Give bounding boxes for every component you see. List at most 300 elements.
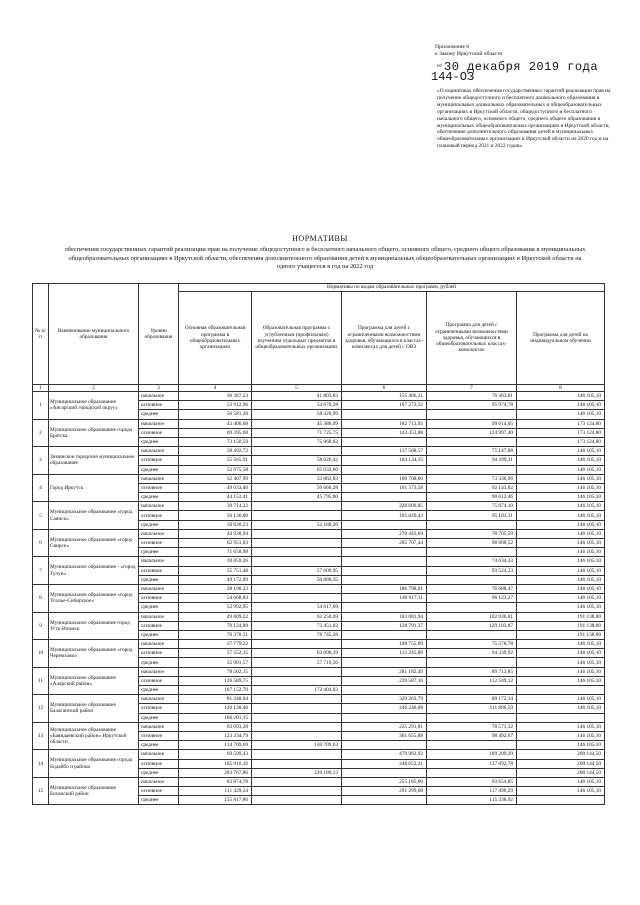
individual-value: 191 138,00 (517, 621, 605, 630)
table-row (33, 640, 605, 649)
advanced-program-value: 73 451,02 (252, 621, 342, 630)
ovz-general-value (427, 658, 517, 667)
advanced-program-value: 130 709,63 (252, 741, 342, 750)
advanced-program-value: 41 803,83 (252, 392, 342, 401)
advanced-program-value: 57 710,50 (252, 658, 342, 667)
individual-value: 146 105,10 (517, 474, 605, 483)
education-level: основное (139, 676, 179, 685)
ovz-special-value: 329 263,79 (342, 695, 427, 704)
advanced-program-value (252, 722, 342, 731)
column-number: 3 (139, 385, 179, 392)
education-level: начальное (139, 392, 179, 401)
education-level: начальное (139, 584, 179, 593)
law-title: «О нормативах обеспечения государственных гарантий реализации прав на получение общедоступного и бесплатного дошкольного образования в муниципальных дошкольных образовательных и общеобразовательных организациях в Иркутской области, общедоступного и бесплатного начального общего, основного общего, среднего общего образования в муниципальных общеобразовательных организациях в Иркутской области, обеспечение дополнительного образования детей в муниципальных общеобразовательных организациях в Иркутской области на 2020 год и на плановый период 2021 и 2022 годов» (437, 88, 611, 150)
basic-program-value: 54 668,83 (179, 594, 252, 603)
basic-program-value: 83 093,28 (179, 722, 252, 731)
basic-program-value: 105 916,16 (179, 759, 252, 768)
ovz-general-value: 94 339,92 (427, 649, 517, 658)
advanced-program-value (252, 777, 342, 786)
education-level: основное (139, 483, 179, 492)
individual-value (517, 796, 605, 805)
municipality-name: Муниципальное образование - «город Тулун» (49, 557, 139, 585)
basic-program-value: 69 599,43 (179, 750, 252, 759)
advanced-program-value (252, 787, 342, 796)
advanced-program-value (252, 594, 342, 603)
ovz-special-value: 470 963,92 (342, 750, 427, 759)
table-body (33, 385, 605, 805)
ovz-special-value: 225 291,81 (342, 722, 427, 731)
ovz-general-value: 96 123,27 (427, 594, 517, 603)
education-level: основное (139, 759, 179, 768)
advanced-program-value: 75 960,62 (252, 437, 342, 446)
education-level: среднее (139, 603, 179, 612)
ovz-special-value: 109 708,60 (342, 474, 427, 483)
individual-value: 146 105,10 (517, 695, 605, 704)
individual-value: 173 124,80 (517, 419, 605, 428)
ovz-general-value: 124 997,40 (427, 428, 517, 437)
advanced-program-value (252, 502, 342, 511)
ovz-special-value (342, 796, 427, 805)
education-level: основное (139, 401, 179, 410)
advanced-program-value (252, 447, 342, 456)
education-level: основное (139, 621, 179, 630)
ovz-general-value: 117 496,29 (427, 787, 517, 796)
row-number: 2 (33, 419, 49, 447)
basic-program-value: 123 334,79 (179, 731, 252, 740)
individual-value (517, 686, 605, 695)
individual-value: 200 144,50 (517, 750, 605, 759)
ovz-general-value (427, 603, 517, 612)
advanced-program-value (252, 548, 342, 557)
basic-program-value: 203 767,86 (179, 768, 252, 777)
ovz-special-value: 107 273,32 (342, 401, 427, 410)
education-level: среднее (139, 741, 179, 750)
individual-value: 146 105,10 (517, 584, 605, 593)
ovz-general-value: 93 654,85 (427, 777, 517, 786)
row-number: 13 (33, 722, 49, 750)
basic-program-value: 83 874,78 (179, 777, 252, 786)
advanced-program-value: 63 096,19 (252, 649, 342, 658)
basic-program-value: 126 589,75 (179, 676, 252, 685)
individual-value: 191 138,00 (517, 612, 605, 621)
municipality-name: Муниципальное образование «Баяндаевский район» Иркутской области (49, 722, 139, 750)
basic-program-value: 43 406,68 (179, 419, 252, 428)
education-level: среднее (139, 465, 179, 474)
individual-value: 146 105,10 (517, 667, 605, 676)
table-row (33, 529, 605, 538)
individual-value: 146 105,10 (517, 658, 605, 667)
appendix-line: к Закону Иркутской области (435, 51, 503, 57)
basic-program-value: 126 130,46 (179, 704, 252, 713)
ovz-general-value: 89 172,14 (427, 695, 517, 704)
header-ovz-general-classes: Программа для детей с ограниченными возможностями здоровья, обучающихся в общеобразовательных классах-комплектах (427, 292, 517, 385)
column-number: 5 (252, 385, 342, 392)
ovz-general-value: 98 660,52 (427, 539, 517, 548)
table-row (33, 502, 605, 511)
ovz-general-value (427, 741, 517, 750)
handwritten-law-number: 144-ОЗ (431, 70, 475, 84)
document-subtitle: обеспечения государственных гарантий реализации прав на получение общедоступного и бесплатного начального общего, основного общего, среднего общего образования в муниципальных общеобразовательных организациях в Иркутской области, обеспечения дополнительного образования детей в муниципальных общеобразовательных организациях в Иркутской области на одного учащегося в год на 2022 год (64, 246, 586, 271)
advanced-program-value (252, 750, 342, 759)
education-level: начальное (139, 750, 179, 759)
row-number: 1 (33, 392, 49, 420)
advanced-program-value: 78 745,26 (252, 630, 342, 639)
ovz-general-value (427, 686, 517, 695)
education-level: основное (139, 566, 179, 575)
basic-program-value: 50 630,23 (179, 520, 252, 529)
advanced-program-value: 45 386,99 (252, 419, 342, 428)
individual-value: 146 105,10 (517, 483, 605, 492)
advanced-program-value (252, 529, 342, 538)
ovz-general-value: 75 147,88 (427, 447, 517, 456)
appendix-ot: от (437, 63, 443, 69)
column-number: 8 (517, 385, 605, 392)
row-number: 15 (33, 777, 49, 805)
basic-program-value: 44 153,41 (179, 493, 252, 502)
ovz-general-value (427, 575, 517, 584)
ovz-special-value (342, 575, 427, 584)
individual-value: 146 105,10 (517, 731, 605, 740)
education-level: начальное (139, 557, 179, 566)
advanced-program-value: 52 180,36 (252, 520, 342, 529)
municipality-name: Муниципальное образование «Аларский район» (49, 667, 139, 695)
education-level: начальное (139, 640, 179, 649)
individual-value: 146 105,10 (517, 704, 605, 713)
individual-value: 146 105,10 (517, 566, 605, 575)
ovz-general-value: 75 278,78 (427, 640, 517, 649)
header-name: Наименование муниципального образования (49, 284, 139, 385)
education-level: основное (139, 594, 179, 603)
ovz-general-value: 74 634,33 (427, 557, 517, 566)
ovz-special-value (342, 658, 427, 667)
ovz-special-value (342, 713, 427, 722)
advanced-program-value: 58 626,42 (252, 456, 342, 465)
ovz-general-value: 137 092,78 (427, 759, 517, 768)
ovz-general-value: 78 705,59 (427, 529, 517, 538)
basic-program-value: 76 378,31 (179, 630, 252, 639)
ovz-special-value: 301 655,88 (342, 731, 427, 740)
individual-value: 146 105,10 (517, 401, 605, 410)
individual-value: 200 144,50 (517, 759, 605, 768)
individual-value: 146 105,10 (517, 777, 605, 786)
basic-program-value: 114 769,69 (179, 741, 252, 750)
ovz-general-value (427, 768, 517, 777)
individual-value: 146 105,10 (517, 741, 605, 750)
ovz-special-value (342, 768, 427, 777)
appendix-block (435, 44, 635, 58)
education-level: начальное (139, 474, 179, 483)
ovz-special-value (342, 630, 427, 639)
ovz-special-value (342, 603, 427, 612)
advanced-program-value: 58 320,99 (252, 410, 342, 419)
table-row (33, 557, 605, 566)
ovz-special-value: 255 185,00 (342, 777, 427, 786)
table-row (33, 722, 605, 731)
education-level: среднее (139, 796, 179, 805)
basic-program-value: 53 912,96 (179, 401, 252, 410)
advanced-program-value (252, 704, 342, 713)
education-level: основное (139, 649, 179, 658)
advanced-program-value (252, 640, 342, 649)
municipality-name: Муниципальное образование город Усть-Илимск (49, 612, 139, 640)
column-number: 6 (342, 385, 427, 392)
education-level: среднее (139, 630, 179, 639)
basic-program-value: 155 817,86 (179, 796, 252, 805)
education-level: начальное (139, 419, 179, 428)
education-level: начальное (139, 502, 179, 511)
ovz-general-value: 115 336,92 (427, 796, 517, 805)
advanced-program-value (252, 557, 342, 566)
row-number: 5 (33, 502, 49, 530)
individual-value: 173 124,80 (517, 428, 605, 437)
individual-value: 200 144,50 (517, 768, 605, 777)
education-level: начальное (139, 529, 179, 538)
ovz-general-value: 109 209,20 (427, 750, 517, 759)
advanced-program-value: 57 609,95 (252, 566, 342, 575)
column-number: 1 (33, 385, 49, 392)
column-number: 2 (49, 385, 139, 392)
individual-value: 146 105,10 (517, 410, 605, 419)
education-level: среднее (139, 686, 179, 695)
individual-value: 146 105,10 (517, 456, 605, 465)
municipality-name: Муниципальное образование «город Свирск» (49, 529, 139, 557)
basic-program-value: 62 951,03 (179, 539, 252, 548)
header-advanced-program: Образовательная программа с углубленным (профильным) изучением отдельных предметов в общеобразовательных организациях (252, 292, 342, 385)
individual-value: 146 105,10 (517, 594, 605, 603)
row-number: 9 (33, 612, 49, 640)
education-level: среднее (139, 437, 179, 446)
education-level: начальное (139, 667, 179, 676)
ovz-general-value: 92 143,02 (427, 483, 517, 492)
ovz-special-value (342, 548, 427, 557)
ovz-general-value (427, 437, 517, 446)
advanced-program-value: 172 404,03 (252, 686, 342, 695)
row-number: 12 (33, 695, 49, 723)
education-level: основное (139, 539, 179, 548)
ovz-general-value: 76 363,01 (427, 392, 517, 401)
ovz-special-value: 239 587,16 (342, 676, 427, 685)
ovz-special-value: 101 373,58 (342, 483, 427, 492)
individual-value: 146 105,10 (517, 447, 605, 456)
ovz-general-value: 94 199,11 (427, 456, 517, 465)
ovz-special-value (342, 686, 427, 695)
ovz-special-value: 186 798,01 (342, 584, 427, 593)
basic-program-value: 111 429,24 (179, 787, 252, 796)
row-number: 3 (33, 447, 49, 475)
individual-value: 146 105,10 (517, 493, 605, 502)
education-level: основное (139, 704, 179, 713)
basic-program-value: 55 565,91 (179, 456, 252, 465)
municipality-name: Муниципальное образование города Братска (49, 419, 139, 447)
advanced-program-value: 65 033,60 (252, 465, 342, 474)
ovz-special-value: 183 081,94 (342, 612, 427, 621)
header-ovz-special-classes: Программа для детей с ограниченными возможностями здоровья, обучающихся в классах-комплектах для детей с ОВЗ (342, 292, 427, 385)
appendix-line: Приложение 6 (435, 44, 470, 50)
advanced-program-value (252, 759, 342, 768)
table-row (33, 695, 605, 704)
row-number: 14 (33, 750, 49, 778)
advanced-program-value (252, 539, 342, 548)
basic-program-value: 39 059,26 (179, 557, 252, 566)
document-heading: НОРМАТИВЫ (292, 234, 348, 243)
education-level: среднее (139, 768, 179, 777)
basic-program-value: 38 190,33 (179, 584, 252, 593)
basic-program-value: 32 407,99 (179, 474, 252, 483)
advanced-program-value (252, 511, 342, 520)
row-number: 11 (33, 667, 49, 695)
ovz-special-value: 205 707,44 (342, 539, 427, 548)
header-individual-program: Программа для детей на индивидуальном обучении (517, 292, 605, 385)
column-number-row (33, 385, 605, 392)
individual-value: 146 105,10 (517, 722, 605, 731)
handwritten-date: 30 декабря 2019 года (444, 60, 599, 74)
basic-program-value: 36 367,23 (179, 392, 252, 401)
ovz-special-value (342, 465, 427, 474)
ovz-general-value: 129 183,87 (427, 621, 517, 630)
municipality-name: Зиминское городское муниципальное образование (49, 447, 139, 475)
ovz-general-value: 102 936,81 (427, 612, 517, 621)
header-basic-program: Основная образовательная программа в общеобразовательных организациях (179, 292, 252, 385)
education-level: основное (139, 428, 179, 437)
individual-value: 146 105,10 (517, 465, 605, 474)
education-level: основное (139, 456, 179, 465)
advanced-program-value: 33 862,83 (252, 474, 342, 483)
basic-program-value: 56 581,28 (179, 410, 252, 419)
column-number: 4 (179, 385, 252, 392)
basic-program-value: 52 675,58 (179, 465, 252, 474)
basic-program-value: 166 201,15 (179, 713, 252, 722)
ovz-special-value (342, 437, 427, 446)
ovz-special-value: 128 791,37 (342, 621, 427, 630)
individual-value: 146 105,10 (517, 539, 605, 548)
ovz-general-value: 111 886,59 (427, 704, 517, 713)
ovz-general-value: 98 492,67 (427, 731, 517, 740)
column-number: 7 (427, 385, 517, 392)
education-level: основное (139, 787, 179, 796)
row-number: 4 (33, 474, 49, 502)
advanced-program-value (252, 713, 342, 722)
ovz-general-value (427, 713, 517, 722)
basic-program-value: 78 502,15 (179, 667, 252, 676)
education-level: начальное (139, 695, 179, 704)
individual-value: 146 105,10 (517, 649, 605, 658)
education-level: среднее (139, 548, 179, 557)
individual-value: 146 105,10 (517, 548, 605, 557)
education-level: начальное (139, 447, 179, 456)
ovz-general-value: 76 688,47 (427, 584, 517, 593)
education-level: среднее (139, 410, 179, 419)
table-row (33, 392, 605, 401)
ovz-general-value (427, 548, 517, 557)
ovz-special-value: 270 443,69 (342, 529, 427, 538)
table-row (33, 474, 605, 483)
row-number: 8 (33, 584, 49, 612)
ovz-general-value: 99 614,05 (427, 419, 517, 428)
ovz-general-value: 112 549,12 (427, 676, 517, 685)
basic-program-value: 44 938,94 (179, 529, 252, 538)
basic-program-value: 55 901,57 (179, 658, 252, 667)
ovz-general-value: 78 571,32 (427, 722, 517, 731)
advanced-program-value: 62 250,69 (252, 612, 342, 621)
table-row (33, 584, 605, 593)
individual-value: 146 105,10 (517, 529, 605, 538)
individual-value: 146 105,10 (517, 392, 605, 401)
basic-program-value: 37 779,22 (179, 640, 252, 649)
ovz-special-value: 143 453,88 (342, 428, 427, 437)
advanced-program-value: 50 660,28 (252, 483, 342, 492)
individual-value: 146 105,10 (517, 502, 605, 511)
ovz-special-value: 281 182,49 (342, 667, 427, 676)
row-number: 10 (33, 640, 49, 668)
municipality-name: Муниципальное образование «Ангарский городской округ» (49, 392, 139, 420)
ovz-special-value (342, 566, 427, 575)
individual-value: 146 105,10 (517, 575, 605, 584)
individual-value: 146 105,10 (517, 787, 605, 796)
ovz-special-value: 104 134,15 (342, 456, 427, 465)
header-num: № п/п (33, 284, 49, 385)
table-row (33, 612, 605, 621)
advanced-program-value (252, 796, 342, 805)
ovz-general-value (427, 465, 517, 474)
individual-value: 146 105,10 (517, 603, 605, 612)
ovz-special-value: 155 486,31 (342, 392, 427, 401)
advanced-program-value (252, 731, 342, 740)
table-row (33, 419, 605, 428)
ovz-general-value: 95 101,31 (427, 511, 517, 520)
ovz-general-value: 89 713,85 (427, 667, 517, 676)
basic-program-value: 71 658,98 (179, 548, 252, 557)
advanced-program-value (252, 676, 342, 685)
header-group: Нормативы по видам образовательных программ, рублей (179, 284, 605, 292)
basic-program-value: 52 992,95 (179, 603, 252, 612)
ovz-general-value: 93 524,23 (427, 566, 517, 575)
ovz-special-value: 140 617,11 (342, 594, 427, 603)
ovz-general-value: 73 336,96 (427, 474, 517, 483)
ovz-special-value: 182 713,93 (342, 419, 427, 428)
education-level: среднее (139, 575, 179, 584)
basic-program-value: 49 033,40 (179, 483, 252, 492)
basic-program-value: 73 150,59 (179, 437, 252, 446)
individual-value (517, 713, 605, 722)
education-level: основное (139, 731, 179, 740)
basic-program-value: 69 395,68 (179, 428, 252, 437)
advanced-program-value: 54 617,69 (252, 603, 342, 612)
basic-program-value: 70 124,89 (179, 621, 252, 630)
advanced-program-value (252, 584, 342, 593)
ovz-special-value (342, 741, 427, 750)
ovz-special-value: 248 652,31 (342, 759, 427, 768)
municipality-name: Муниципальное образование «город Саянск» (49, 502, 139, 530)
individual-value: 146 105,10 (517, 511, 605, 520)
basic-program-value: 49 809,22 (179, 612, 252, 621)
advanced-program-value (252, 667, 342, 676)
ovz-general-value: 90 612,46 (427, 493, 517, 502)
ovz-special-value: 291 299,68 (342, 787, 427, 796)
education-level: среднее (139, 520, 179, 529)
header-level: Уровни образования (139, 284, 179, 385)
advanced-program-value: 54 676,28 (252, 401, 342, 410)
advanced-program-value (252, 695, 342, 704)
advanced-program-value: 45 795,80 (252, 493, 342, 502)
advanced-program-value: 50 880,35 (252, 575, 342, 584)
basic-program-value: 167 152,70 (179, 686, 252, 695)
ovz-general-value: 75 874,10 (427, 502, 517, 511)
ovz-special-value (342, 493, 427, 502)
individual-value: 146 105,10 (517, 640, 605, 649)
municipality-name: Муниципальное образование «город Усолье-Сибирское» (49, 584, 139, 612)
table-row (33, 777, 605, 786)
ovz-special-value: 115 245,86 (342, 649, 427, 658)
